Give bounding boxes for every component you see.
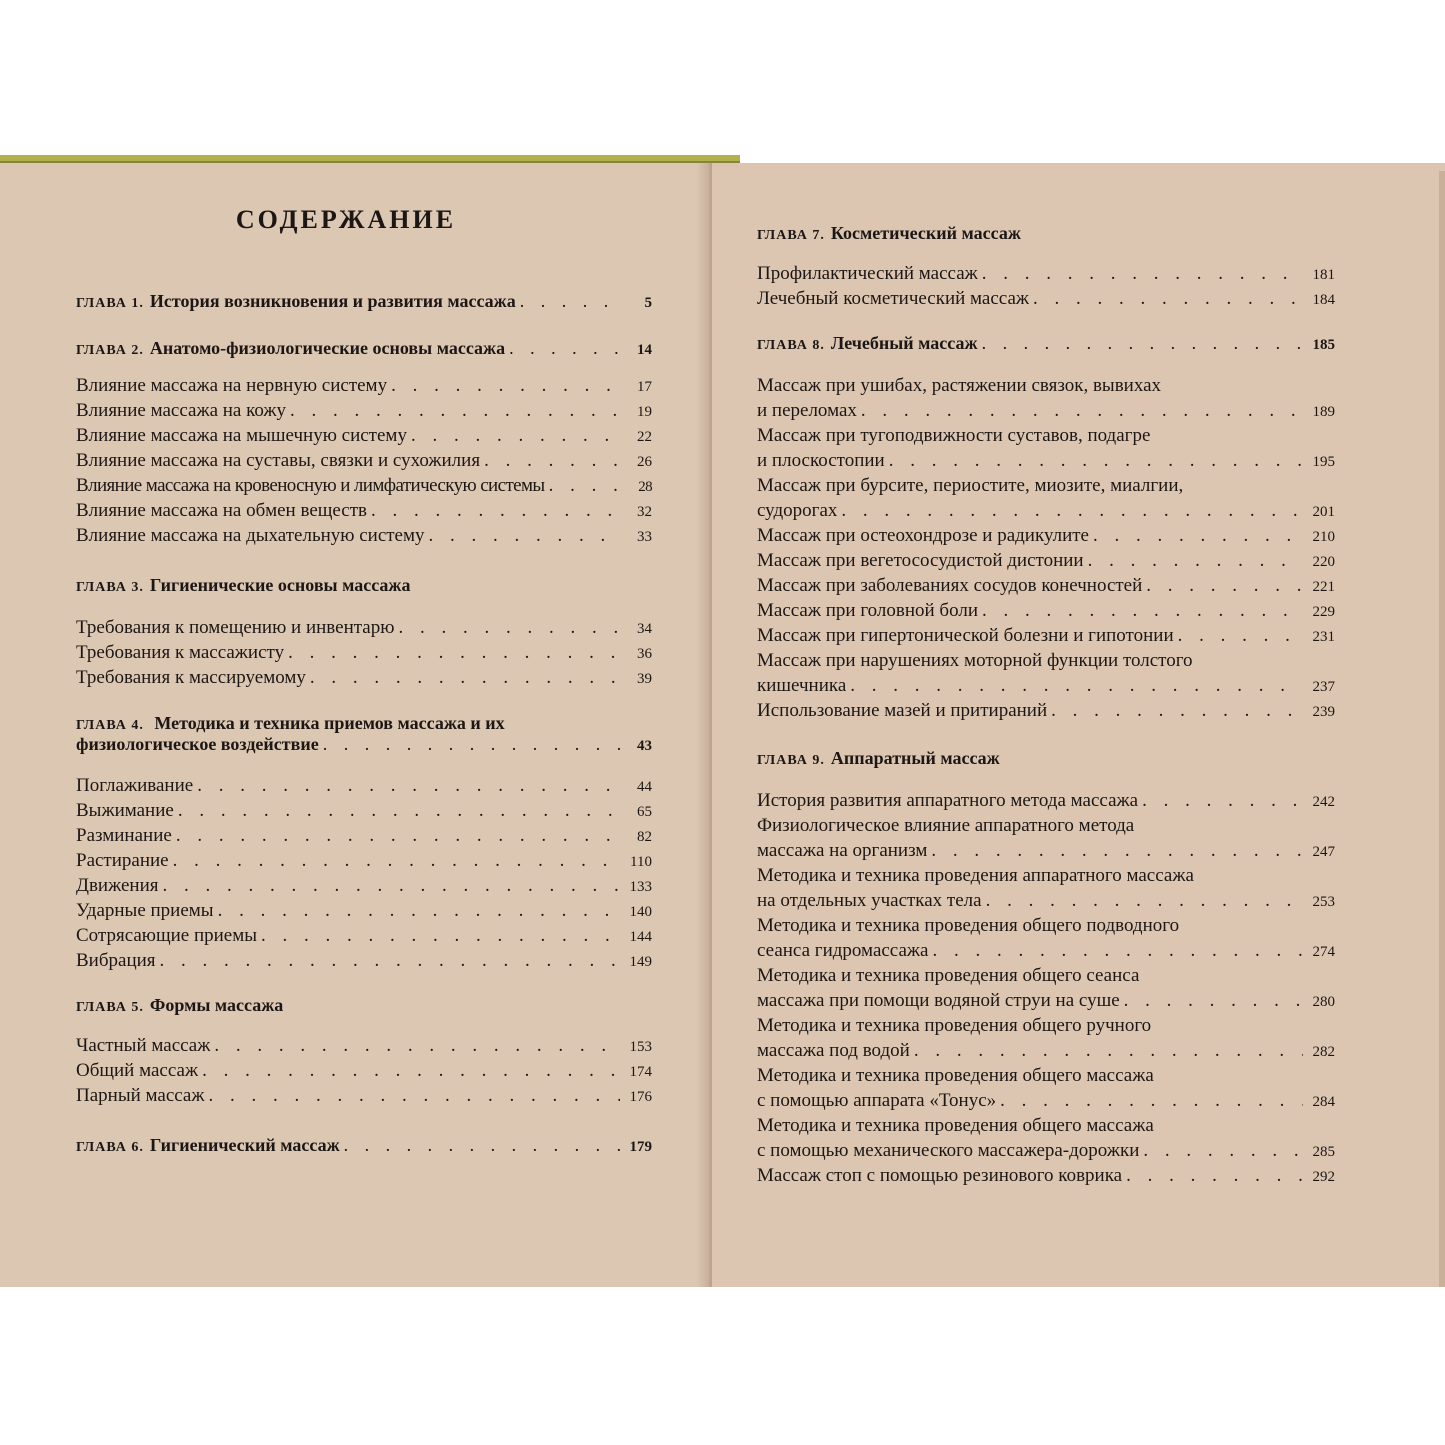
dot-leader bbox=[841, 498, 1303, 523]
toc-entry bbox=[757, 473, 1335, 523]
entry-title: Влияние массажа на суставы, связки и сухожилия bbox=[76, 450, 481, 471]
toc-entry bbox=[76, 848, 652, 873]
page-number: 201 bbox=[1312, 504, 1335, 520]
entry-title: Ударные приемы bbox=[76, 900, 214, 921]
chapter-label: ГЛАВА 3. bbox=[76, 580, 144, 595]
entry-title: Влияние массажа на мышечную систему bbox=[76, 425, 407, 446]
page-number: 282 bbox=[1312, 1044, 1335, 1060]
entry-line2 bbox=[757, 988, 1335, 1013]
page-number: 17 bbox=[637, 379, 652, 395]
page-number: 5 bbox=[644, 295, 652, 311]
dot-leader bbox=[1000, 1088, 1303, 1113]
chapter-title-continued: физиологическое воздействие bbox=[76, 734, 319, 754]
toc-entry bbox=[76, 665, 652, 690]
dot-leader bbox=[178, 798, 620, 823]
entry-title: Методика и техника проведения общего массажа bbox=[757, 1065, 1154, 1086]
page-number: 237 bbox=[1312, 679, 1335, 695]
dot-leader bbox=[323, 734, 620, 755]
toc-entry bbox=[76, 898, 652, 923]
toc-entry bbox=[757, 863, 1335, 913]
dot-leader bbox=[1033, 286, 1303, 311]
entry-line2 bbox=[757, 838, 1335, 863]
toc-entry bbox=[76, 448, 652, 473]
toc-entry bbox=[76, 1058, 652, 1083]
entry-title: Влияние массажа на обмен веществ bbox=[76, 500, 367, 521]
entry-title: Требования к помещению и инвентарю bbox=[76, 617, 395, 638]
dot-leader bbox=[982, 598, 1303, 623]
page-number: 14 bbox=[637, 342, 652, 358]
toc-entry bbox=[76, 473, 652, 498]
dot-leader bbox=[982, 261, 1303, 286]
chapter-title: Методика и техника приемов массажа и их bbox=[154, 713, 505, 733]
page-title: СОДЕРЖАНИЕ bbox=[235, 205, 457, 234]
dot-leader bbox=[1093, 523, 1303, 548]
page-number: 26 bbox=[637, 454, 652, 470]
page-number: 153 bbox=[629, 1039, 652, 1055]
chapter-label: ГЛАВА 9. bbox=[757, 753, 825, 768]
page-number: 65 bbox=[637, 804, 652, 820]
right-column bbox=[757, 163, 1335, 1263]
toc-entry bbox=[757, 698, 1335, 723]
dot-leader bbox=[288, 640, 620, 665]
page-number: 22 bbox=[637, 429, 652, 445]
page-number: 36 bbox=[637, 646, 652, 662]
entry-title: Влияние массажа на дыхательную систему bbox=[76, 525, 425, 546]
page-number: 184 bbox=[1312, 292, 1335, 308]
book-spread bbox=[0, 155, 1445, 1287]
toc-entry bbox=[76, 523, 652, 548]
dot-leader bbox=[549, 473, 620, 498]
page-number: 292 bbox=[1312, 1169, 1335, 1185]
entry-title: Вибрация bbox=[76, 950, 156, 971]
page-number: 242 bbox=[1312, 794, 1335, 810]
toc-entry bbox=[757, 548, 1335, 573]
page-number: 253 bbox=[1312, 894, 1335, 910]
toc-entry bbox=[76, 823, 652, 848]
page-number: 239 bbox=[1312, 704, 1335, 720]
dot-leader bbox=[371, 498, 620, 523]
dot-leader bbox=[889, 448, 1303, 473]
page-number: 274 bbox=[1312, 944, 1335, 960]
entry-title: Массаж при гипертонической болезни и гипотонии bbox=[757, 625, 1174, 646]
dot-leader bbox=[261, 923, 620, 948]
page-number: 43 bbox=[637, 738, 652, 754]
chapter-heading bbox=[76, 575, 652, 596]
entry-title-continued: с помощью аппарата «Тонус» bbox=[757, 1090, 997, 1111]
dot-leader bbox=[411, 423, 620, 448]
toc-entry bbox=[757, 963, 1335, 1013]
entry-title: Массаж при ушибах, растяжении связок, вывихах bbox=[757, 375, 1162, 396]
entry-title: Растирание bbox=[76, 850, 169, 871]
page-number: 247 bbox=[1312, 844, 1335, 860]
dot-leader bbox=[1146, 573, 1303, 598]
dot-leader bbox=[520, 291, 620, 312]
page-number: 285 bbox=[1312, 1144, 1335, 1160]
page-number: 280 bbox=[1312, 994, 1335, 1010]
dot-leader bbox=[850, 673, 1303, 698]
left-column bbox=[76, 163, 652, 1263]
toc-entry bbox=[757, 1063, 1335, 1113]
entry-title: Лечебный косметический массаж bbox=[757, 288, 1030, 309]
entry-title: Методика и техника проведения общего сеанса bbox=[757, 965, 1140, 986]
toc-entry bbox=[76, 873, 652, 898]
chapter-heading bbox=[757, 223, 1335, 244]
chapter-label: ГЛАВА 5. bbox=[76, 1000, 144, 1015]
dot-leader bbox=[861, 398, 1303, 423]
chapter-heading bbox=[76, 1135, 652, 1156]
entry-title: Влияние массажа на кожу bbox=[76, 400, 287, 421]
entry-title: Методика и техника проведения общего подводного bbox=[757, 915, 1180, 936]
entry-title: Выжимание bbox=[76, 800, 174, 821]
page-number: 189 bbox=[1312, 404, 1335, 420]
toc-entry bbox=[757, 373, 1335, 423]
chapter-title: Гигиенические основы массажа bbox=[149, 575, 411, 595]
chapter-title: Гигиенический массаж bbox=[149, 1135, 340, 1155]
page-number: 144 bbox=[629, 929, 652, 945]
dot-leader bbox=[310, 665, 620, 690]
entry-line2 bbox=[757, 673, 1335, 698]
entry-line2 bbox=[757, 888, 1335, 913]
chapter-label: ГЛАВА 8. bbox=[757, 338, 825, 353]
toc-entry bbox=[76, 498, 652, 523]
toc-entry bbox=[757, 648, 1335, 698]
toc-entry bbox=[757, 523, 1335, 548]
dot-leader bbox=[391, 373, 620, 398]
entry-list bbox=[757, 788, 1335, 1188]
page-number: 179 bbox=[629, 1139, 652, 1155]
dot-leader bbox=[914, 1038, 1303, 1063]
entry-list bbox=[76, 615, 652, 690]
page-number: 174 bbox=[629, 1064, 652, 1080]
dot-leader bbox=[197, 773, 620, 798]
page-number: 44 bbox=[637, 779, 652, 795]
entry-title: Требования к массажисту bbox=[76, 642, 285, 663]
dot-leader bbox=[484, 448, 620, 473]
toc-entry bbox=[76, 773, 652, 798]
left-page bbox=[0, 163, 718, 1287]
toc-entry bbox=[757, 573, 1335, 598]
page-number: 231 bbox=[1312, 629, 1335, 645]
toc-entry bbox=[76, 1033, 652, 1058]
entry-line2 bbox=[757, 1138, 1335, 1163]
right-page bbox=[712, 163, 1445, 1287]
page-number: 110 bbox=[630, 854, 652, 870]
page-number: 185 bbox=[1312, 337, 1335, 353]
chapter-label: ГЛАВА 1. bbox=[76, 296, 144, 311]
dot-leader bbox=[290, 398, 620, 423]
page-number: 149 bbox=[629, 954, 652, 970]
dot-leader bbox=[173, 848, 620, 873]
entry-title-continued: и плоскостопии bbox=[757, 450, 885, 471]
entry-line2 bbox=[757, 398, 1335, 423]
dot-leader bbox=[176, 823, 620, 848]
dot-leader bbox=[982, 333, 1303, 354]
page-number: 28 bbox=[638, 479, 652, 495]
entry-title-continued: на отдельных участках тела bbox=[757, 890, 982, 911]
dot-leader bbox=[986, 888, 1303, 913]
toc-entry bbox=[76, 798, 652, 823]
chapter-title: История возникновения и развития массажа bbox=[149, 291, 516, 311]
page-number: 33 bbox=[637, 529, 652, 545]
entry-title-continued: и переломах bbox=[757, 400, 857, 421]
chapter-heading-line2 bbox=[76, 734, 652, 755]
dot-leader bbox=[1088, 548, 1303, 573]
chapter-label: ГЛАВА 2. bbox=[76, 343, 144, 358]
page-number: 140 bbox=[629, 904, 652, 920]
dot-leader bbox=[214, 1033, 620, 1058]
entry-line2 bbox=[757, 498, 1335, 523]
entry-title: Методика и техника проведения общего ручного bbox=[757, 1015, 1152, 1036]
toc-entry bbox=[76, 398, 652, 423]
chapter-heading bbox=[76, 338, 652, 359]
dot-leader bbox=[509, 338, 620, 359]
entry-title: Движения bbox=[76, 875, 159, 896]
entry-title: Сотрясающие приемы bbox=[76, 925, 258, 946]
dot-leader bbox=[1178, 623, 1303, 648]
toc-entry bbox=[76, 373, 652, 398]
dot-leader bbox=[344, 1135, 620, 1156]
toc-entry bbox=[76, 615, 652, 640]
entry-title-continued: сеанса гидромассажа bbox=[757, 940, 929, 961]
entry-title: Массаж при тугоподвижности суставов, подагре bbox=[757, 425, 1151, 446]
toc-entry bbox=[76, 923, 652, 948]
entry-title: Массаж при бурсите, периостите, миозите, миалгии, bbox=[757, 475, 1184, 496]
page-number: 34 bbox=[637, 621, 652, 637]
toc-entry bbox=[76, 640, 652, 665]
entry-title-continued: с помощью механического массажера-дорожки bbox=[757, 1140, 1140, 1161]
chapter-heading bbox=[757, 333, 1335, 354]
page-number: 32 bbox=[637, 504, 652, 520]
dot-leader bbox=[1124, 988, 1303, 1013]
dot-leader bbox=[160, 948, 620, 973]
page-number: 39 bbox=[637, 671, 652, 687]
entry-title-continued: массажа под водой bbox=[757, 1040, 910, 1061]
entry-title: Профилактический массаж bbox=[757, 263, 978, 284]
entry-title: История развития аппаратного метода массажа bbox=[757, 790, 1139, 811]
dot-leader bbox=[931, 838, 1303, 863]
page-edge bbox=[1439, 171, 1445, 1287]
toc-entry bbox=[757, 1113, 1335, 1163]
chapter-title: Формы массажа bbox=[149, 995, 284, 1015]
entry-title: Влияние массажа на кровеносную и лимфатическую системы bbox=[76, 475, 545, 496]
toc-entry bbox=[757, 1013, 1335, 1063]
entry-title-continued: судорогах bbox=[757, 500, 838, 521]
entry-title: Массаж стоп с помощью резинового коврика bbox=[757, 1165, 1123, 1186]
chapter-heading bbox=[76, 713, 652, 755]
entry-title-continued: массажа на организм bbox=[757, 840, 928, 861]
toc-entry bbox=[757, 788, 1335, 813]
entry-title: Влияние массажа на нервную систему bbox=[76, 375, 388, 396]
chapter-heading bbox=[76, 291, 652, 312]
entry-title: Массаж при остеохондрозе и радикулите bbox=[757, 525, 1089, 546]
page-number: 82 bbox=[637, 829, 652, 845]
dot-leader bbox=[163, 873, 621, 898]
dot-leader bbox=[209, 1083, 621, 1108]
entry-list bbox=[757, 373, 1335, 723]
toc-entry bbox=[76, 423, 652, 448]
chapter-heading-line1 bbox=[76, 713, 652, 734]
chapter-heading bbox=[76, 995, 652, 1016]
entry-list bbox=[76, 373, 652, 548]
entry-title-continued: кишечника bbox=[757, 675, 847, 696]
toc-entry bbox=[757, 813, 1335, 863]
entry-title: Общий массаж bbox=[76, 1060, 199, 1081]
entry-list bbox=[76, 773, 652, 973]
toc-entry bbox=[757, 423, 1335, 473]
chapter-title: Аппаратный массаж bbox=[830, 748, 1000, 768]
entry-line2 bbox=[757, 1088, 1335, 1113]
dot-leader bbox=[1051, 698, 1303, 723]
entry-line2 bbox=[757, 448, 1335, 473]
page-number: 210 bbox=[1312, 529, 1335, 545]
page-number: 221 bbox=[1312, 579, 1335, 595]
page-number: 176 bbox=[629, 1089, 652, 1105]
entry-title: Массаж при заболеваниях сосудов конечностей bbox=[757, 575, 1143, 596]
entry-title: Методика и техника проведения общего массажа bbox=[757, 1115, 1154, 1136]
dot-leader bbox=[1143, 1138, 1303, 1163]
page-number: 195 bbox=[1312, 454, 1335, 470]
entry-title: Использование мазей и притираний bbox=[757, 700, 1048, 721]
entry-title: Массаж при вегетососудистой дистонии bbox=[757, 550, 1084, 571]
page-number: 229 bbox=[1312, 604, 1335, 620]
chapter-label: ГЛАВА 7. bbox=[757, 228, 825, 243]
dot-leader bbox=[398, 615, 620, 640]
dot-leader bbox=[202, 1058, 620, 1083]
page-number: 19 bbox=[637, 404, 652, 420]
page-number: 181 bbox=[1312, 267, 1335, 283]
entry-title: Поглаживание bbox=[76, 775, 194, 796]
toc-entry bbox=[757, 1163, 1335, 1188]
entry-line2 bbox=[757, 938, 1335, 963]
entry-title: Массаж при головной боли bbox=[757, 600, 978, 621]
entry-title: Парный массаж bbox=[76, 1085, 205, 1106]
dot-leader bbox=[429, 523, 620, 548]
toc-entry bbox=[757, 261, 1335, 286]
chapter-label: ГЛАВА 6. bbox=[76, 1140, 144, 1155]
toc-entry bbox=[757, 286, 1335, 311]
entry-title: Требования к массируемому bbox=[76, 667, 306, 688]
entry-title: Физиологическое влияние аппаратного метода bbox=[757, 815, 1135, 836]
chapter-label: ГЛАВА 4. bbox=[76, 718, 144, 733]
toc-entry bbox=[757, 623, 1335, 648]
entry-title-continued: массажа при помощи водяной струи на суше bbox=[757, 990, 1120, 1011]
entry-title: Разминание bbox=[76, 825, 172, 846]
entry-list bbox=[76, 1033, 652, 1108]
entry-line2 bbox=[757, 1038, 1335, 1063]
chapter-heading bbox=[757, 748, 1335, 769]
entry-title: Методика и техника проведения аппаратного массажа bbox=[757, 865, 1194, 886]
toc-entry bbox=[76, 948, 652, 973]
chapter-title: Косметический массаж bbox=[830, 223, 1021, 243]
entry-title: Частный массаж bbox=[76, 1035, 211, 1056]
page-number: 133 bbox=[629, 879, 652, 895]
toc-entry bbox=[757, 598, 1335, 623]
entry-list bbox=[757, 261, 1335, 311]
chapter-title: Анатомо-физиологические основы массажа bbox=[149, 338, 506, 358]
chapter-title: Лечебный массаж bbox=[830, 333, 978, 353]
page-number: 284 bbox=[1312, 1094, 1335, 1110]
page-number: 220 bbox=[1312, 554, 1335, 570]
dot-leader bbox=[1126, 1163, 1303, 1188]
toc-entry bbox=[76, 1083, 652, 1108]
entry-title: Массаж при нарушениях моторной функции толстого bbox=[757, 650, 1193, 671]
dot-leader bbox=[218, 898, 620, 923]
dot-leader bbox=[932, 938, 1303, 963]
dot-leader bbox=[1142, 788, 1303, 813]
toc-entry bbox=[757, 913, 1335, 963]
